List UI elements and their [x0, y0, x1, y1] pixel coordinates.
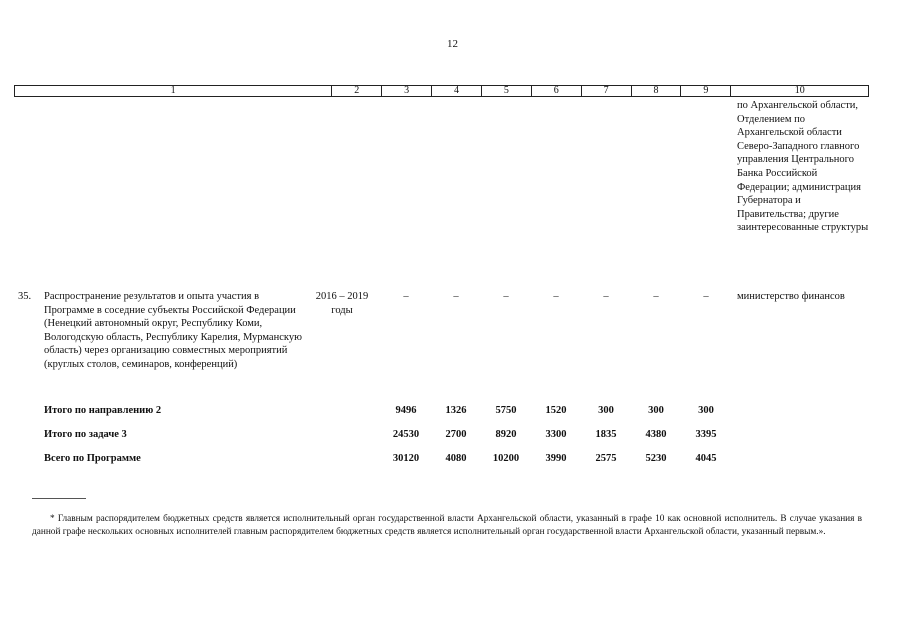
total-program-col-8: 5230 — [645, 453, 667, 464]
total-task-3-col-9: 3395 — [695, 429, 717, 440]
total-direction-2-label: Итого по направлению 2 — [44, 405, 162, 416]
total-direction-2-col-5: 5750 — [495, 405, 517, 416]
header-col-4: 4 — [432, 86, 482, 96]
total-direction-2-col-3: 9496 — [395, 405, 417, 416]
row-35-number: 35. — [18, 291, 32, 302]
header-col-8: 8 — [632, 86, 682, 96]
total-direction-2-col-4: 1326 — [445, 405, 467, 416]
header-col-9: 9 — [681, 86, 731, 96]
row-35-col-4: – — [453, 291, 459, 302]
header-col-1: 1 — [15, 86, 332, 96]
total-task-3-col-8: 4380 — [645, 429, 667, 440]
header-col-5: 5 — [482, 86, 532, 96]
total-program-col-3: 30120 — [392, 453, 420, 464]
row-35-period: 2016 – 2019 годы — [315, 291, 369, 316]
total-direction-2-col-8: 300 — [648, 405, 664, 416]
row-35-col-9: – — [703, 291, 709, 302]
total-task-3-col-4: 2700 — [445, 429, 467, 440]
row-35-description: Распространение результатов и опыта участия в Программе в соседние субъекты Российской Федерации (Ненецкий автономный округ, Республику Коми, Вологодскую область, Республику Карелия, Мурманскую область) через организацию совместных мероприятий (круглых столов, семинаров, конференций) — [44, 291, 302, 370]
total-program-col-6: 3990 — [545, 453, 567, 464]
total-program-col-4: 4080 — [445, 453, 467, 464]
total-task-3-col-5: 8920 — [495, 429, 517, 440]
table-header-row — [14, 85, 869, 97]
total-task-3-label: Итого по задаче 3 — [44, 429, 127, 440]
header-col-10: 10 — [794, 85, 805, 96]
page-number: 12 — [447, 38, 458, 50]
total-program-label: Всего по Программе — [44, 453, 141, 464]
row-35-col-7: – — [603, 291, 609, 302]
header-col-3: 3 — [382, 86, 432, 96]
footnote-separator — [32, 498, 86, 499]
total-program-col-7: 2575 — [595, 453, 617, 464]
total-direction-2-col-6: 1520 — [545, 405, 567, 416]
footnote: * Главным распорядителем бюджетных средств является исполнительный орган государственной власти Архангельской области, указанный в графе 10 как основной исполнитель. В случае указания в данной графе нескольких основных исполнителей главным распорядителем бюджетных средств является исполнительный орган государственной власти Архангельской области, указанный первым.». — [32, 514, 862, 537]
total-task-3-col-3: 24530 — [392, 429, 420, 440]
header-col-2: 2 — [332, 86, 382, 96]
row-35-col-3: – — [403, 291, 409, 302]
header-col-7: 7 — [582, 86, 632, 96]
total-task-3-col-7: 1835 — [595, 429, 617, 440]
row-35-col-5: – — [503, 291, 509, 302]
total-direction-2-col-9: 300 — [698, 405, 714, 416]
total-direction-2-col-7: 300 — [598, 405, 614, 416]
row-35-executor: министерство финансов — [737, 291, 845, 302]
continued-executors-text: по Архангельской области, Отделением по Архангельской области Северо-Западного главного управления Центрального Банка Российской Федерации; администрация Губернатора и Правительства; другие заинтересованные структуры — [737, 100, 869, 234]
total-program-col-9: 4045 — [695, 453, 717, 464]
row-35-col-8: – — [653, 291, 659, 302]
header-col-6: 6 — [532, 86, 582, 96]
total-task-3-col-6: 3300 — [545, 429, 567, 440]
row-35-col-6: – — [553, 291, 559, 302]
total-program-col-5: 10200 — [492, 453, 520, 464]
